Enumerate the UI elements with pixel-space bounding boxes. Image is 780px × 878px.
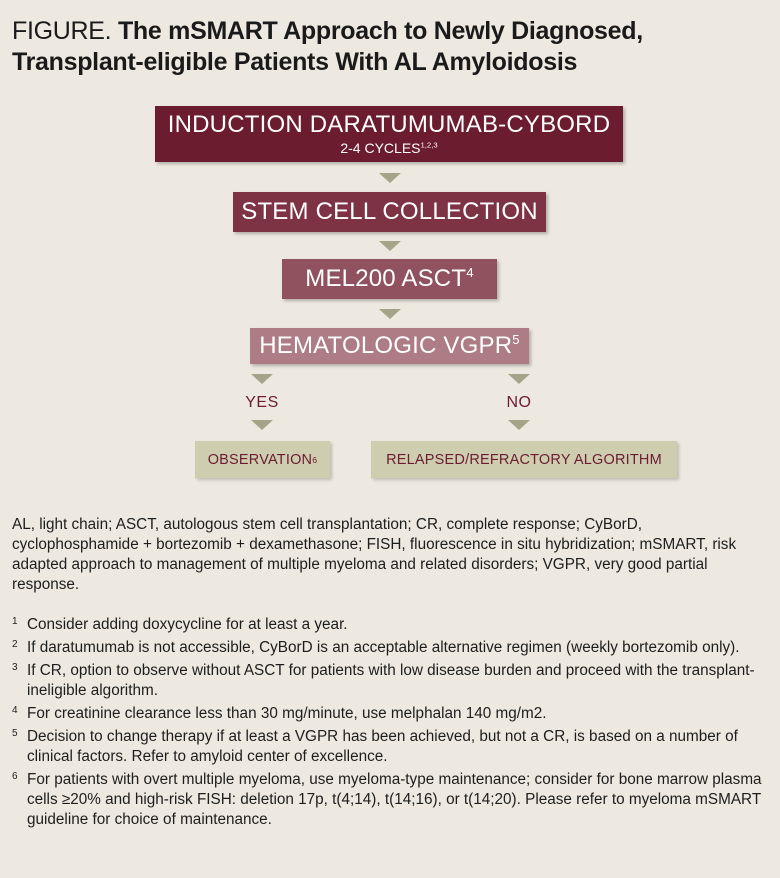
footnote-text: Decision to change therapy if at least a VGPR has been achieved, but not a CR, is based on a number of clinical factors. Refer to amyloid center of excellence. bbox=[27, 728, 738, 765]
mel200-ref: 4 bbox=[466, 265, 474, 280]
observation-label: OBSERVATION bbox=[207, 451, 313, 468]
arrow-down-icon bbox=[508, 420, 530, 430]
induction-label: INDUCTION DARATUMUMAB-CYBORD bbox=[167, 111, 611, 138]
arrow-down-icon bbox=[251, 420, 273, 430]
figure-heading: The mSMART Approach to Newly Diagnosed, Transplant-eligible Patients With AL Amyloidosis bbox=[12, 17, 643, 76]
observation-box: OBSERVATION 6 bbox=[195, 441, 330, 478]
vgpr-ref: 5 bbox=[512, 332, 520, 347]
footnote-item bbox=[12, 661, 764, 701]
induction-cycles: 2-4 CYCLES bbox=[340, 140, 421, 156]
branch-no-label: NO bbox=[506, 394, 532, 411]
stem-cell-label: STEM CELL COLLECTION bbox=[241, 198, 538, 225]
abbreviations-text: AL, light chain; ASCT, autologous stem cell transplantation; CR, complete response; CyBorD, cyclophosphamide + bortezomib + dexamethasone; FISH, fluorescence in situ hybridization; mSMART, risk adapted approach to management of multiple myeloma and related disorders; VGPR, very good partial response. bbox=[12, 516, 737, 593]
footnote-text: If CR, option to observe without ASCT for patients with low disease burden and proceed with the transplant-ineligible algorithm. bbox=[27, 662, 755, 699]
induction-refs: 1,2,3 bbox=[420, 140, 438, 150]
arrow-down-icon bbox=[508, 374, 530, 384]
arrow-down-icon bbox=[379, 241, 401, 251]
footnote-number: 6 bbox=[12, 771, 18, 782]
footnote-number: 5 bbox=[12, 728, 18, 739]
footnote-text: For creatinine clearance less than 30 mg/minute, use melphalan 140 mg/m2. bbox=[27, 705, 547, 722]
footnote-item bbox=[12, 704, 764, 724]
vgpr-box bbox=[250, 328, 529, 364]
arrow-down-icon bbox=[251, 374, 273, 384]
footnote-item bbox=[12, 638, 764, 658]
relapsed-label: RELAPSED/REFRACTORY ALGORITHM bbox=[386, 451, 662, 468]
figure-title bbox=[12, 16, 772, 78]
footnote-number: 3 bbox=[12, 662, 18, 673]
branch-yes-label: YES bbox=[245, 394, 279, 411]
footnote-text: For patients with overt multiple myeloma, use myeloma-type maintenance; consider for bone marrow plasma cells ≥20% and high-risk FISH: deletion 17p, t(4;14), t(14;16), or t(14;20). Please refer to myeloma mSMART guideline for choice of maintenance. bbox=[27, 771, 762, 828]
stem-cell-box bbox=[233, 192, 546, 232]
footnote-text: If daratumumab is not accessible, CyBorD is an acceptable alternative regimen (weekly bortezomib only). bbox=[27, 639, 740, 656]
footnote-number: 1 bbox=[12, 616, 18, 627]
induction-box bbox=[155, 106, 623, 162]
arrow-down-icon bbox=[379, 173, 401, 183]
footnote-item bbox=[12, 727, 764, 767]
footnote-number: 4 bbox=[12, 705, 18, 716]
mel200-box bbox=[282, 259, 497, 299]
figure-label: FIGURE. bbox=[12, 17, 112, 45]
arrow-down-icon bbox=[379, 309, 401, 319]
vgpr-label: HEMATOLOGIC VGPR bbox=[259, 332, 513, 359]
relapsed-box bbox=[371, 441, 677, 478]
footnotes-list bbox=[12, 615, 764, 833]
mel200-label: MEL200 ASCT bbox=[305, 265, 467, 292]
footnote-text: Consider adding doxycycline for at least a year. bbox=[27, 616, 348, 633]
footnote-item bbox=[12, 770, 764, 830]
footnote-number: 2 bbox=[12, 639, 18, 650]
footnote-item bbox=[12, 615, 764, 635]
